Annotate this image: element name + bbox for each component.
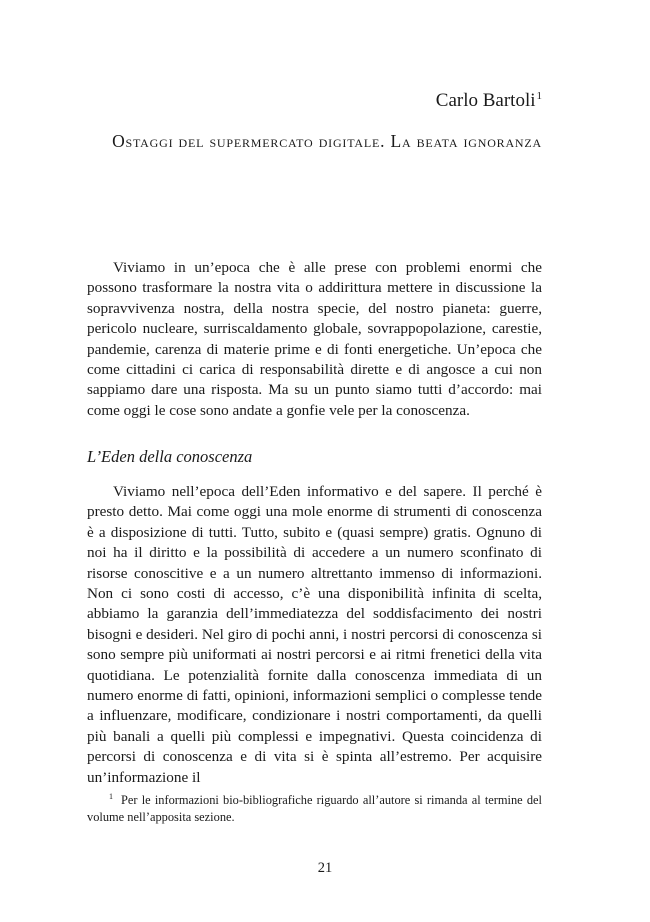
chapter-title: Ostaggi del supermercato digitale. La beata ignoranza (112, 131, 542, 151)
page-number: 21 (317, 860, 333, 876)
footnote (87, 788, 542, 826)
author-name (436, 84, 542, 113)
footnote-mark: 1 (109, 792, 113, 801)
author-name-text: Carlo Bartoli (435, 90, 536, 111)
footnote-reference[interactable]: 1 (536, 90, 542, 102)
section-heading: L’Eden della conoscenza (87, 447, 253, 466)
footnote-text: Per le informazioni bio-bibliografiche riguardo all’autore si rimanda al termine del volume nell’apposita sezione. (87, 793, 542, 824)
intro-paragraph (87, 258, 542, 421)
section-paragraph (87, 482, 542, 788)
paragraph-text: Viviamo in un’epoca che è alle prese con problemi enormi che possono trasformare la nostra vita o addirittura mettere in discussione la sopravvivenza nostra, della nostra specie, del nostro pianeta: guerre, pericolo nucleare, surriscaldamento globale, sovrappopolazione, carestie, pandemie, carenza di materie prime e di fonti energetiche. Un’epoca che come cittadini ci carica di responsabilità dirette e di angosce a cui non sappiamo dare una risposta. Ma su un punto siamo tutti d’accordo: mai come oggi le cose sono andate a gonfie vele per la conoscenza. (87, 259, 542, 419)
paragraph-text: Viviamo nell’epoca dell’Eden informativo e del sapere. Il perché è presto detto. Mai come oggi una mole enorme di strumenti di conoscenza è a disposizione di tutti. Tutto, subito e (quasi sempre) gratis. Ognuno di noi ha il diritto e la possibilità di accedere a un numero sconfinato di risorse conoscitive e a un numero altrettanto immenso di informazioni. Non ci sono costi di accesso, c’è una disponibilità infinita di scelta, abbiamo la garanzia dell’immediatezza del soddisfacimento dei nostri bisogni e desideri. Nel giro di pochi anni, i nostri percorsi di conoscenza si sono sempre più uniformati ai nostri percorsi e ai ritmi frenetici della vita quotidiana. Le potenzialità fornite dalla conoscenza immediata di un numero enorme di fatti, opinioni, informazioni semplici o complesse tende a influenzare, modificare, condizionare i nostri comportamenti, da quelli più banali a quelli più complessi e impegnativi. Questa coincidenza di percorsi di conoscenza e di vita si è spinta all’estremo. Per acquisire un’informazione il (87, 483, 542, 786)
